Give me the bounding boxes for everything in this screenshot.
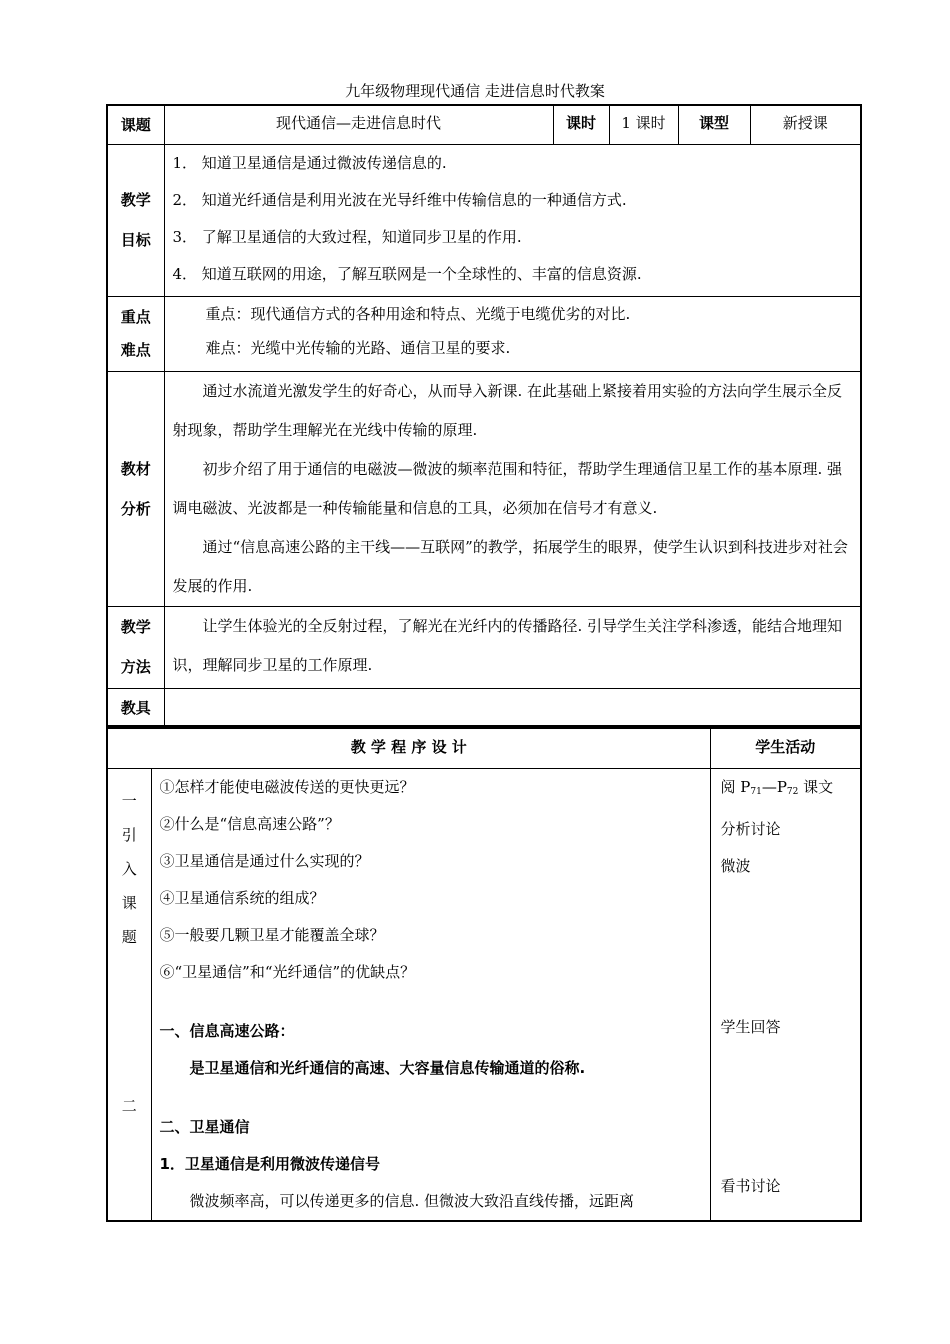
topic-label: 课题	[107, 105, 164, 144]
key-point: 重点：现代通信方式的各种用途和特点、光缆于电缆优劣的对比.	[205, 304, 631, 323]
objective-item: 3． 了解卫星通信的大致过程，知道同步卫星的作用.	[172, 227, 522, 246]
section1-char: 入	[121, 859, 137, 878]
period-value: 1 课时	[609, 105, 678, 144]
objectives-content	[164, 144, 861, 296]
activity-read-suffix: 课文	[798, 777, 834, 796]
page-title: 九年级物理现代通信 走进信息时代教案	[345, 82, 605, 100]
analysis-paragraph: 初步介绍了用于通信的电磁波—微波的频率范围和特征，帮助学生理通信卫星工作的基本原理. 强调电磁波、光波都是一种传输能量和信息的工具，必须加在信号才有意义.	[172, 459, 843, 517]
section-text: 微波频率高，可以传递更多的信息. 但微波大致沿直线传播，远距离	[189, 1191, 635, 1210]
type-label: 课型	[678, 105, 750, 144]
activity-read-mid: —P	[761, 777, 787, 796]
student-activities	[710, 768, 861, 1221]
analysis-paragraph: 通过水流道光激发学生的好奇心，从而导入新课. 在此基础上紧接着用实验的方法向学生展示全反射现象，帮助学生理解光在光线中传输的原理.	[172, 381, 843, 439]
objectives-label	[107, 144, 164, 296]
activity-read	[721, 769, 857, 811]
section1-char: 题	[121, 927, 137, 946]
keypoints-content	[164, 296, 861, 371]
activity-answer: 学生回答	[720, 1017, 781, 1036]
period-label: 课时	[553, 105, 609, 144]
section-heading: 二、卫星通信	[159, 1117, 250, 1136]
subsection-heading: 1．卫星通信是利用微波传递信号	[159, 1154, 380, 1173]
keypoints-label-1: 重点	[120, 307, 151, 326]
procedure-design-header: 教 学 程 序 设 计	[107, 728, 710, 768]
tools-label: 教具	[107, 688, 164, 726]
method-label-2: 方法	[120, 658, 151, 676]
activity-read-prefix: 阅 P	[720, 777, 751, 796]
analysis-paragraph: 通过“信息高速公路的主干线——互联网”的教学，拓展学生的眼界，使学生认识到科技进步对社会发展的作用.	[172, 537, 848, 595]
keypoints-label	[107, 296, 164, 371]
keypoints-label-2: 难点	[120, 340, 151, 359]
section-text: 是卫星通信和光纤通信的高速、大容量信息传输通道的俗称.	[189, 1058, 586, 1077]
question-item: ②什么是“信息高速公路”？	[159, 814, 340, 833]
objective-item: 2． 知道光纤通信是利用光波在光导纤维中传输信息的一种通信方式.	[172, 190, 627, 209]
activity-read-sub2: 72	[786, 786, 799, 797]
objectives-label-2: 目标	[120, 231, 151, 249]
analysis-label-2: 分析	[120, 499, 151, 518]
question-item: ③卫星通信是通过什么实现的？	[159, 851, 370, 870]
objective-item: 4． 知道互联网的用途，了解互联网是一个全球性的、丰富的信息资源.	[172, 264, 642, 283]
activity-microwave: 微波	[720, 856, 751, 875]
activity-book: 看书讨论	[720, 1176, 781, 1195]
student-activity-header: 学生活动	[710, 728, 861, 768]
procedure-content	[151, 768, 710, 1221]
activity-discuss: 分析讨论	[720, 819, 781, 838]
question-item: ⑥“卫星通信”和“光纤通信”的优缺点？	[159, 962, 416, 981]
activity-read-sub1: 71	[750, 786, 762, 797]
method-text: 让学生体验光的全反射过程，了解光在光纤内的传播路径. 引导学生关注学科渗透，能结合地理知识，理解同步卫星的工作原理.	[172, 616, 843, 674]
section-heading: 一、信息高速公路：	[159, 1021, 295, 1040]
analysis-label	[107, 371, 164, 606]
method-content	[164, 606, 861, 688]
objective-item: 1． 知道卫星通信是通过微波传递信息的.	[172, 153, 447, 172]
analysis-label-1: 教材	[120, 459, 151, 478]
procedure-table	[106, 727, 862, 1222]
method-label	[107, 606, 164, 688]
topic-value: 现代通信—走进信息时代	[164, 105, 553, 144]
section1-char: 引	[121, 825, 137, 844]
difficult-point: 难点：光缆中光传输的光路、通信卫星的要求.	[205, 338, 511, 357]
analysis-content	[164, 371, 861, 606]
question-item: ⑤一般要几颗卫星才能覆盖全球？	[159, 925, 385, 944]
objectives-label-1: 教学	[120, 191, 151, 209]
lesson-info-table	[106, 104, 862, 727]
section-labels	[107, 768, 151, 1221]
question-item: ①怎样才能使电磁波传送的更快更远？	[159, 777, 415, 796]
section2-label: 二	[121, 1096, 137, 1115]
section1-char: 一	[121, 791, 137, 810]
question-item: ④卫星通信系统的组成？	[159, 888, 325, 907]
type-value: 新授课	[750, 105, 861, 144]
section1-label	[108, 769, 151, 954]
method-label-1: 教学	[120, 618, 151, 636]
tools-value	[164, 688, 861, 726]
section1-char: 课	[121, 893, 137, 912]
